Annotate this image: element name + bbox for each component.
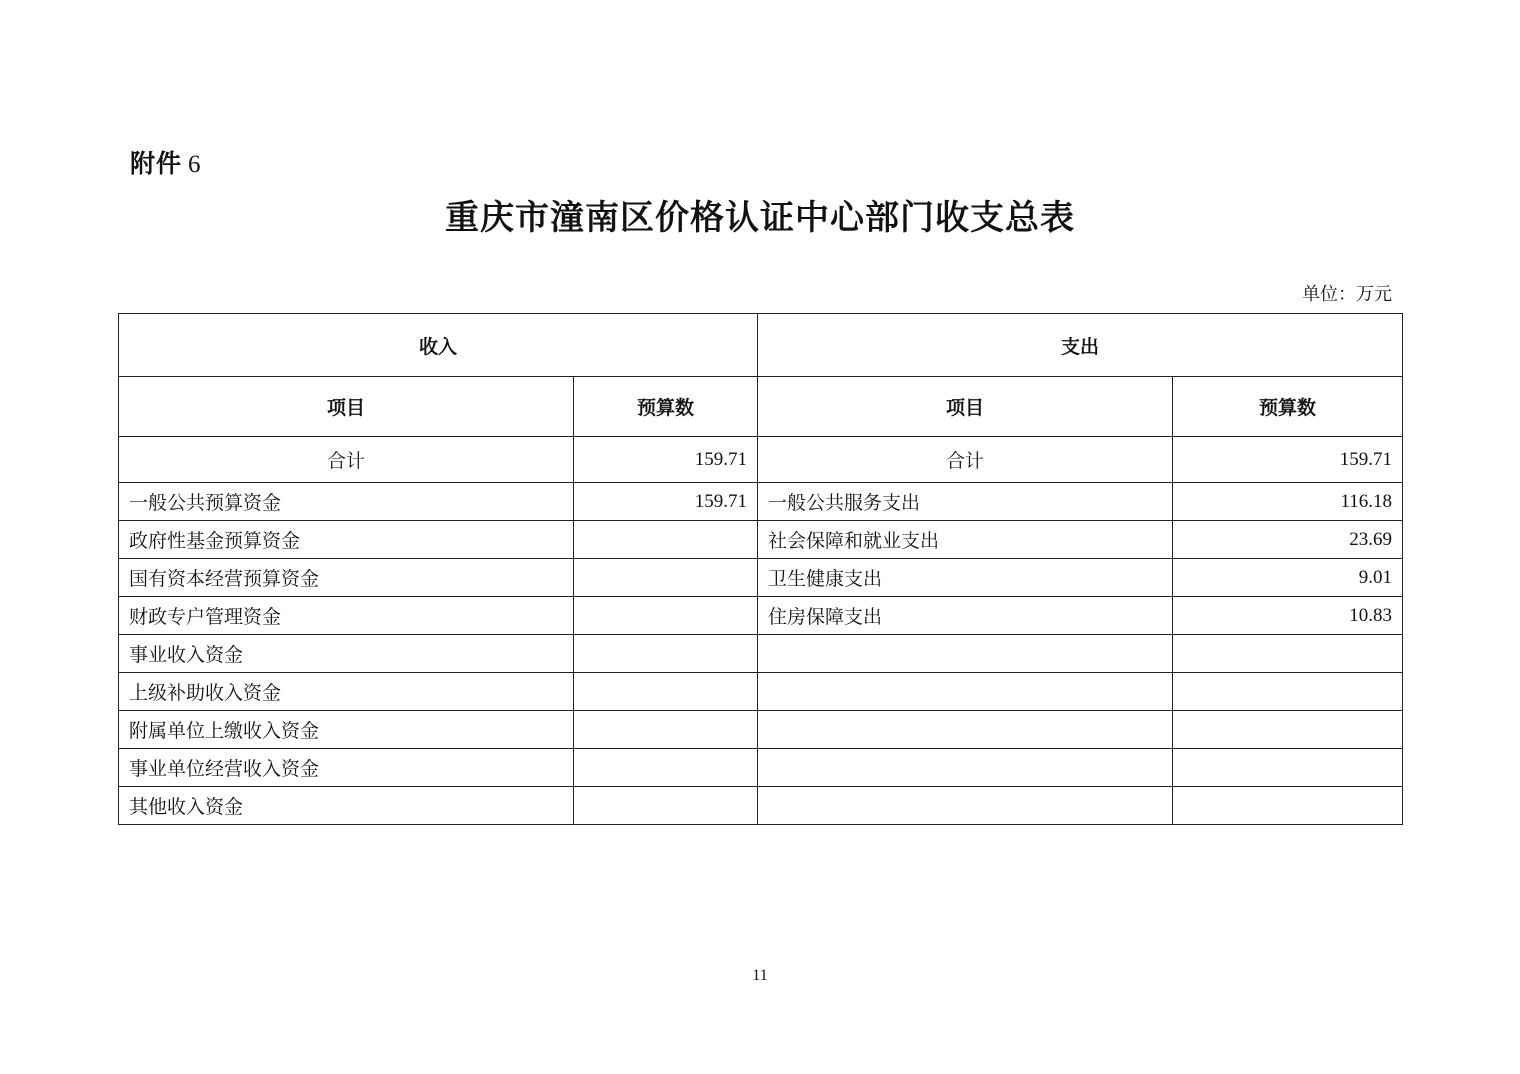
total-row <box>119 437 1403 483</box>
table-row <box>119 749 1403 787</box>
income-item: 附属单位上缴收入资金 <box>119 711 574 749</box>
attachment-label <box>130 144 202 180</box>
expense-value: 116.18 <box>1173 483 1403 521</box>
income-amount-header: 预算数 <box>574 377 758 437</box>
expense-value <box>1173 711 1403 749</box>
expense-value <box>1173 635 1403 673</box>
budget-table-body <box>119 314 1403 825</box>
column-header-row <box>119 377 1403 437</box>
income-value <box>574 597 758 635</box>
income-item-header: 项目 <box>119 377 574 437</box>
document-title: 重庆市潼南区价格认证中心部门收支总表 <box>445 198 1075 238</box>
expense-amount-header: 预算数 <box>1173 377 1403 437</box>
expense-item: 住房保障支出 <box>758 597 1173 635</box>
unit-label: 单位：万元 <box>1302 284 1392 305</box>
income-value <box>574 673 758 711</box>
section-header-row <box>119 314 1403 377</box>
attachment-text: 附件 <box>130 149 183 178</box>
income-value: 159.71 <box>574 483 758 521</box>
expense-value <box>1173 749 1403 787</box>
table-row <box>119 673 1403 711</box>
table-row <box>119 559 1403 597</box>
expense-item: 卫生健康支出 <box>758 559 1173 597</box>
budget-table <box>118 313 1403 825</box>
income-item: 财政专户管理资金 <box>119 597 574 635</box>
expense-total-value: 159.71 <box>1173 437 1403 483</box>
expense-item <box>758 673 1173 711</box>
income-item: 上级补助收入资金 <box>119 673 574 711</box>
table-row <box>119 635 1403 673</box>
expense-section-header: 支出 <box>758 314 1403 377</box>
table-row <box>119 521 1403 559</box>
expense-item <box>758 711 1173 749</box>
expense-value: 23.69 <box>1173 521 1403 559</box>
expense-item <box>758 749 1173 787</box>
expense-item <box>758 635 1173 673</box>
income-item: 一般公共预算资金 <box>119 483 574 521</box>
income-item: 其他收入资金 <box>119 787 574 825</box>
table-row <box>119 597 1403 635</box>
expense-item: 社会保障和就业支出 <box>758 521 1173 559</box>
table-row <box>119 787 1403 825</box>
income-value <box>574 635 758 673</box>
income-item: 事业收入资金 <box>119 635 574 673</box>
table-row <box>119 483 1403 521</box>
attachment-number: 6 <box>188 151 202 178</box>
income-total-value: 159.71 <box>574 437 758 483</box>
income-item: 国有资本经营预算资金 <box>119 559 574 597</box>
expense-value: 9.01 <box>1173 559 1403 597</box>
expense-value <box>1173 787 1403 825</box>
income-total-label: 合计 <box>119 437 574 483</box>
income-item: 事业单位经营收入资金 <box>119 749 574 787</box>
income-section-header: 收入 <box>119 314 758 377</box>
table-row <box>119 711 1403 749</box>
expense-item <box>758 787 1173 825</box>
page-number: 11 <box>752 967 768 984</box>
income-value <box>574 559 758 597</box>
expense-item-header: 项目 <box>758 377 1173 437</box>
expense-total-label: 合计 <box>758 437 1173 483</box>
income-value <box>574 711 758 749</box>
expense-item: 一般公共服务支出 <box>758 483 1173 521</box>
income-value <box>574 521 758 559</box>
income-item: 政府性基金预算资金 <box>119 521 574 559</box>
expense-value <box>1173 673 1403 711</box>
expense-value: 10.83 <box>1173 597 1403 635</box>
income-value <box>574 749 758 787</box>
income-value <box>574 787 758 825</box>
